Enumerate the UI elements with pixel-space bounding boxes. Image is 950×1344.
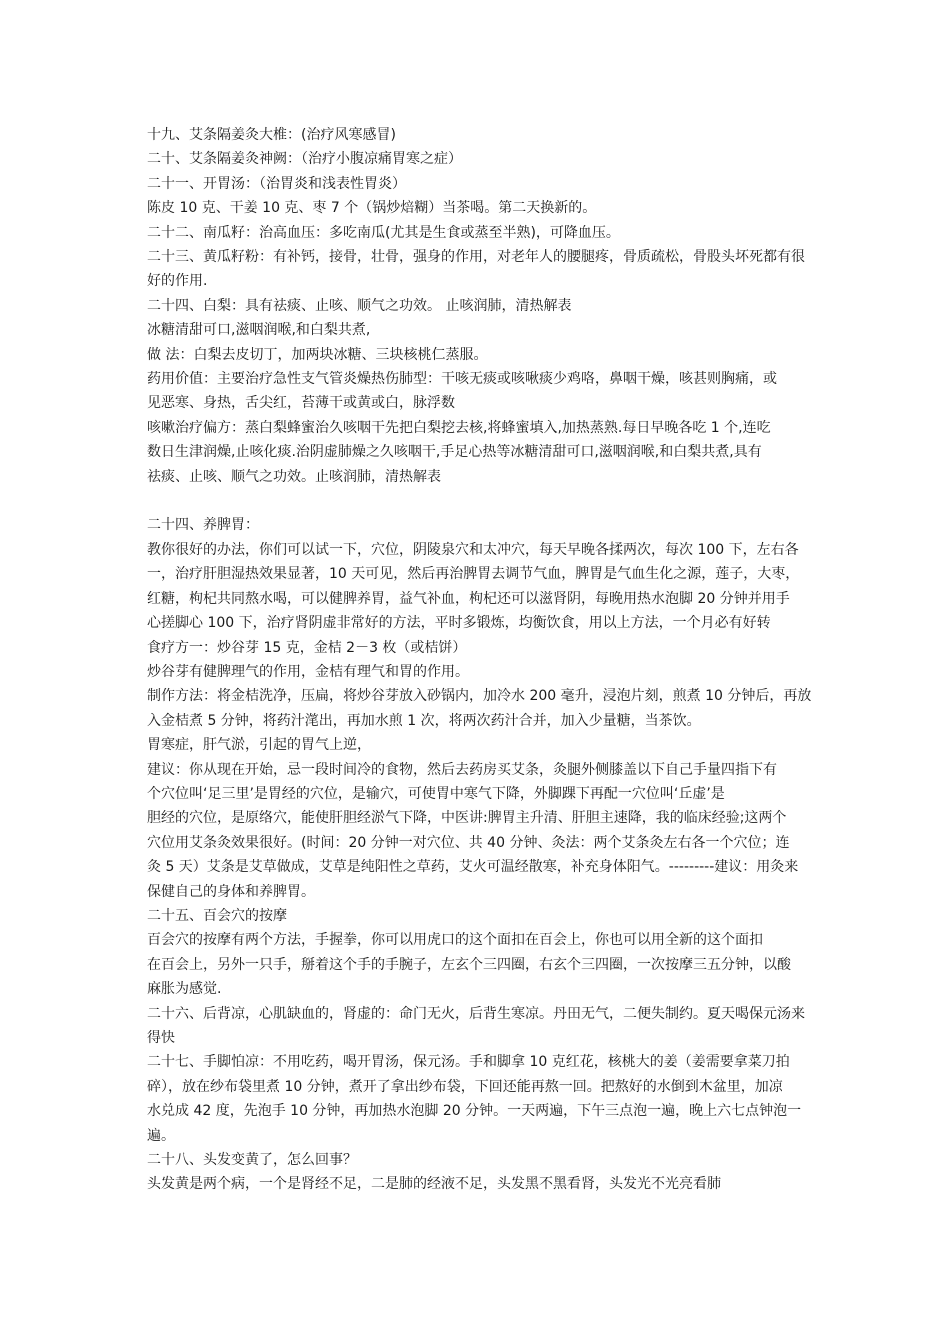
text-line: 做 法：白梨去皮切丁，加两块冰糖、三块核桃仁蒸服。 [147,346,488,363]
text-line: 在百会上，另外一只手，掰着这个手的手腕子，左玄个三四圈，右玄个三四圈，一次按摩三五分钟，以酸 [147,956,791,973]
text-line: 灸 5 天）艾条是艾草做成，艾草是纯阳性之草药，艾火可温经散寒，补充身体阳气。---------建议：用灸来 [147,859,799,876]
blank-line [147,489,823,513]
text-line: 好的作用. [147,273,208,290]
text-line: 炒谷芽有健脾理气的作用，金桔有理气和胃的作用。 [147,663,469,680]
text-line: 制作方法：将金桔洗净，压扁，将炒谷芽放入砂锅内，加冷水 200 毫升，浸泡片刻，煎煮 10 分钟后，再放 [147,688,812,705]
text-line: 建议：你从现在开始，忌一段时间冷的食物，然后去药房买艾条，灸腿外侧膝盖以下自己手量四指下有 [147,761,777,778]
text-line: 碎），放在纱布袋里煮 10 分钟，煮开了拿出纱布袋，下回还能再熬一回。把熬好的水倒到木盆里，加凉 [147,1078,783,1095]
text-line: 二十四、白梨：具有祛痰、止咳、顺气之功效。 止咳润肺，清热解表 [147,297,572,314]
text-line: 食疗方一：炒谷芽 15 克，金桔 2－3 枚（或桔饼） [147,639,467,656]
text-line: 心搓脚心 100 下，治疗肾阴虚非常好的方法，平时多锻炼，均衡饮食，用以上方法，一个月必有好转 [147,615,771,632]
text-line: 二十三、黄瓜籽粉：有补钙，接骨，壮骨，强身的作用，对老年人的腰腿疼，骨质疏松，骨股头坏死都有很 [147,249,805,266]
text-line: 陈皮 10 克、干姜 10 克、枣 7 个（锅炒焙糊）当茶喝。第二天换新的。 [147,200,597,217]
text-line: 教你很好的办法，你们可以试一下，穴位，阴陵泉穴和太冲穴，每天早晚各揉两次，每次 100 下，左右各 [147,541,799,558]
text-line: 二十四、养脾胃： [147,517,259,534]
text-line: 药用价值：主要治疗急性支气管炎燥热伤肺型：干咳无痰或咳啾痰少鸡咯，鼻咽干燥，咳甚则胸痛，或 [147,371,777,388]
text-line: 咳嗽治疗偏方：蒸白梨蜂蜜治久咳咽干先把白梨挖去核,将蜂蜜填入,加热蒸熟.每日早晚各吃 1 个,连吃 [147,419,771,436]
text-line: 麻胀为感觉. [147,981,222,998]
text-line: 一，治疗肝胆湿热效果显著，10 天可见，然后再治脾胃去调节气血，脾胃是气血生化之源，莲子，大枣， [147,566,800,583]
text-line: 冰糖清甜可口,滋咽润喉,和白梨共煮, [147,322,371,339]
text-line: 得快 [147,1030,175,1047]
text-line: 入金桔煮 5 分钟，将药汁滗出，再加水煎 1 次，将两次药汁合并，加入少量糖，当茶饮。 [147,712,701,729]
text-line: 见恶寒、身热，舌尖红，苔薄干或黄或白，脉浮数 [147,395,455,412]
text-line: 百会穴的按摩有两个方法，手握拳，你可以用虎口的这个面扣在百会上，你也可以用全新的这个面扣 [147,932,763,949]
text-line: 二十七、手脚怕凉：不用吃药，喝开胃汤，保元汤。手和脚拿 10 克红花，核桃大的姜（姜需要拿菜刀拍 [147,1054,790,1071]
text-line: 二十一、开胃汤：（治胃炎和浅表性胃炎） [147,175,406,192]
text-line: 头发黄是两个病，一个是肾经不足，二是肺的经液不足，头发黑不黑看肾，头发光不光亮看肺 [147,1176,721,1193]
text-line: 红糖，枸杞共同熬水喝，可以健脾养胃，益气补血，枸杞还可以滋肾阴，每晚用热水泡脚 20 分钟并用手 [147,590,790,607]
text-line: 保健自己的身体和养脾胃。 [147,883,315,900]
document-body [147,123,823,1197]
text-line: 二十二、南瓜籽：治高血压：多吃南瓜(尤其是生食或蒸至半熟)，可降血压。 [147,224,620,241]
text-line: 胆经的穴位，是原络穴，能使肝胆经淤气下降，中医讲:脾胃主升清、肝胆主速降，我的临床经验;这两个 [147,810,787,827]
text-line: 水兑成 42 度，先泡手 10 分钟，再加热水泡脚 20 分钟。一天两遍，下午三点泡一遍，晚上六七点钟泡一 [147,1103,802,1120]
text-line: 数日生津润燥,止咳化痰.治阴虚肺燥之久咳咽干,手足心热等冰糖清甜可口,滋咽润喉,和白梨共煮,具有 [147,444,762,461]
text-line: 穴位用艾条灸效果很好。(时间：20 分钟一对穴位、共 40 分钟、灸法：两个艾条灸左右各一个穴位；连 [147,834,790,851]
text-line: 祛痰、止咳、顺气之功效。止咳润肺，清热解表 [147,468,441,485]
text-line: 二十六、后背凉，心肌缺血的，肾虚的：命门无火，后背生寒凉。丹田无气，二便失制约。夏天喝保元汤来 [147,1005,805,1022]
text-line: 二十五、百会穴的按摩 [147,907,287,924]
text-line: 胃寒症，肝气淤，引起的胃气上逆， [147,737,371,754]
text-line: 二十、艾条隔姜灸神阙：（治疗小腹凉痛胃寒之症） [147,151,462,168]
text-line: 十九、艾条隔姜灸大椎：(治疗风寒感冒) [147,127,396,143]
text-line: 遍。 [147,1127,175,1144]
text-line: 个穴位叫‘足三里’是胃经的穴位，是输穴，可使胃中寒气下降，外脚踝下再配一穴位叫‘丘虚’是 [147,785,725,802]
text-line: 二十八、头发变黄了，怎么回事？ [147,1152,357,1169]
